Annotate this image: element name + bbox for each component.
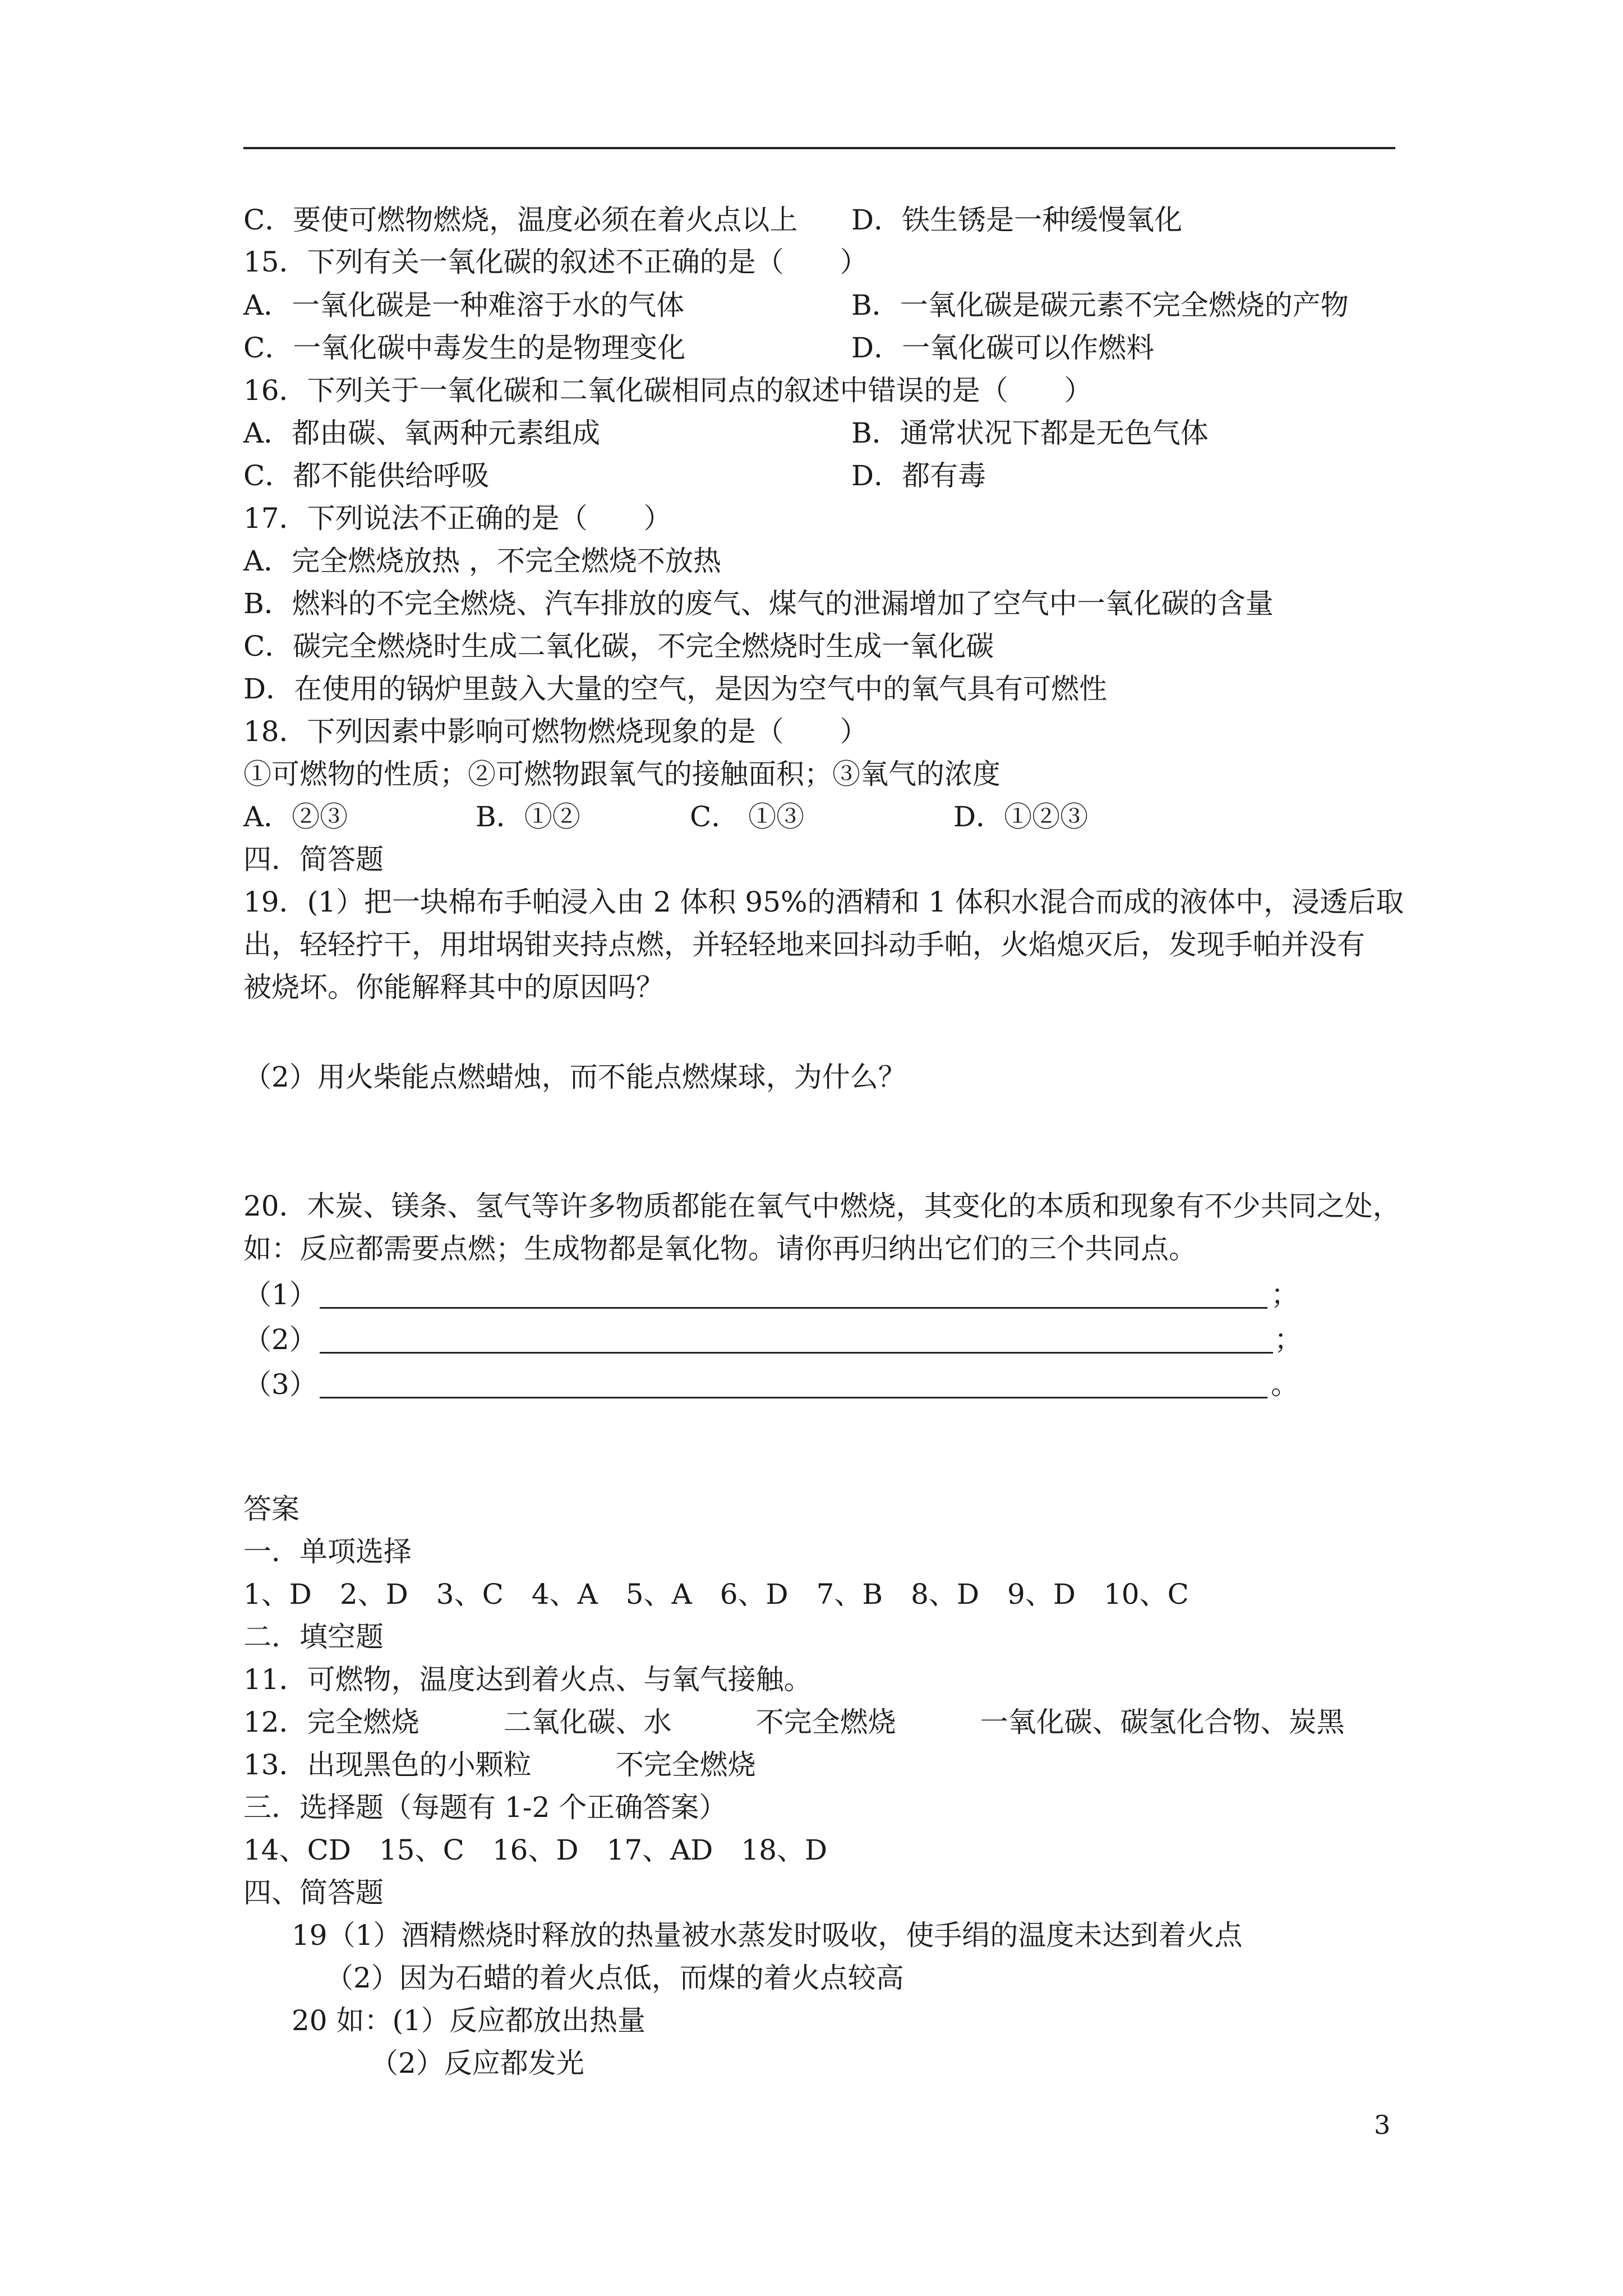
- q20-line1: 20．木炭、镁条、氢气等许多物质都能在氧气中燃烧，其变化的本质和现象有不少共同之处，: [243, 1190, 1401, 1222]
- header-rule: [243, 147, 1395, 149]
- q15-stem: 15．下列有关一氧化碳的叙述不正确的是（ ）: [243, 246, 868, 278]
- q18-factors: ①可燃物的性质；②可燃物跟氧气的接触面积；③氧气的浓度: [243, 758, 1000, 790]
- answers-section4-title: 四、简答题: [243, 1876, 384, 1909]
- q20-blank1-label: （1）: [243, 1278, 317, 1311]
- q18-option-c: C． ①③: [690, 800, 805, 833]
- q17-stem: 17．下列说法不正确的是（ ）: [243, 502, 672, 535]
- q15-option-d: D．一氧化碳可以作燃料: [851, 332, 1155, 364]
- q14-option-d: D．铁生锈是一种缓慢氧化: [851, 204, 1183, 236]
- answers-section2-title: 二．填空题: [243, 1621, 384, 1653]
- q18-stem: 18．下列因素中影响可燃物燃烧现象的是（ ）: [243, 715, 868, 748]
- q20-blank3-label: （3）: [243, 1368, 317, 1401]
- answer-20-part1: 20 如：(1）反应都放出热量: [292, 2004, 645, 2037]
- q20-blank3-line[interactable]: [320, 1397, 1267, 1398]
- answers-section3-line: 14、CD 15、C 16、D 17、AD 18、D: [243, 1834, 828, 1866]
- q17-option-d: D．在使用的锅炉里鼓入大量的空气，是因为空气中的氧气具有可燃性: [243, 673, 1108, 705]
- q19-part2: （2）用火柴能点燃蜡烛，而不能点燃煤球，为什么？: [243, 1061, 906, 1093]
- q20-blank3-end: 。: [1271, 1368, 1299, 1401]
- q16-option-d: D．都有毒: [851, 459, 986, 492]
- answers-section3-title: 三．选择题（每题有 1-2 个正确答案）: [243, 1791, 727, 1824]
- q16-option-b: B．通常状况下都是无色气体: [851, 417, 1209, 449]
- q20-blank1-line[interactable]: [320, 1307, 1267, 1309]
- q16-option-a: A．都由碳、氧两种元素组成: [243, 417, 601, 449]
- q17-option-c: C．碳完全燃烧时生成二氧化碳，不完全燃烧时生成一氧化碳: [243, 630, 994, 662]
- answer-19-part1: 19（1）酒精燃烧时释放的热量被水蒸发时吸收，使手绢的温度未达到着火点: [292, 1919, 1243, 1952]
- answer-12: 12．完全燃烧 二氧化碳、水 不完全燃烧 一氧化碳、碳氢化合物、炭黑: [243, 1706, 1345, 1738]
- q20-blank1-end: ；: [1271, 1278, 1299, 1311]
- q20-blank2-line[interactable]: [320, 1352, 1273, 1354]
- q18-option-d: D．①②③: [953, 800, 1089, 833]
- answer-20-part2: （2）反应都发光: [370, 2047, 584, 2079]
- answer-11: 11．可燃物，温度达到着火点、与氧气接触。: [243, 1663, 812, 1696]
- q18-option-b: B．①②: [476, 800, 580, 833]
- answers-section1-line: 1、D 2、D 3、C 4、A 5、A 6、D 7、B 8、D 9、D 10、C: [243, 1578, 1189, 1611]
- section4-title: 四．简答题: [243, 843, 384, 876]
- answer-19-part2: （2）因为石蜡的着火点低，而煤的着火点较高: [325, 1962, 904, 1994]
- q20-line2: 如：反应都需要点燃；生成物都是氧化物。请你再归纳出它们的三个共同点。: [243, 1232, 1197, 1265]
- q14-option-c: C．要使可燃物燃烧，温度必须在着火点以上: [243, 204, 798, 236]
- q15-option-b: B．一氧化碳是碳元素不完全燃烧的产物: [851, 289, 1349, 321]
- q19-line3: 被烧坏。你能解释其中的原因吗？: [243, 971, 664, 1004]
- answer-13: 13．出现黑色的小颗粒 不完全燃烧: [243, 1749, 756, 1781]
- q20-blank2-label: （2）: [243, 1323, 317, 1356]
- answers-title: 答案: [243, 1493, 299, 1525]
- page-number: 3: [1374, 2110, 1391, 2140]
- q20-blank2-end: ；: [1274, 1323, 1302, 1356]
- q16-stem: 16．下列关于一氧化碳和二氧化碳相同点的叙述中错误的是（ ）: [243, 374, 1092, 407]
- q15-option-c: C．一氧化碳中毒发生的是物理变化: [243, 332, 686, 364]
- q17-option-a: A．完全燃烧放热 ，不完全燃烧不放热: [243, 545, 722, 577]
- q18-option-a: A．②③: [243, 800, 348, 833]
- q15-option-a: A．一氧化碳是一种难溶于水的气体: [243, 289, 685, 321]
- q19-line2: 出，轻轻拧干，用坩埚钳夹持点燃，并轻轻地来回抖动手帕，火焰熄灭后，发现手帕并没有: [243, 928, 1365, 961]
- q16-option-c: C．都不能供给呼吸: [243, 459, 490, 492]
- q19-line1: 19．(1）把一块棉布手帕浸入由 2 体积 95%的酒精和 1 体积水混合而成的液体中，浸透后取: [243, 886, 1404, 918]
- answers-section1-title: 一．单项选择: [243, 1535, 412, 1568]
- q17-option-b: B．燃料的不完全燃烧、汽车排放的废气、煤气的泄漏增加了空气中一氧化碳的含量: [243, 587, 1274, 620]
